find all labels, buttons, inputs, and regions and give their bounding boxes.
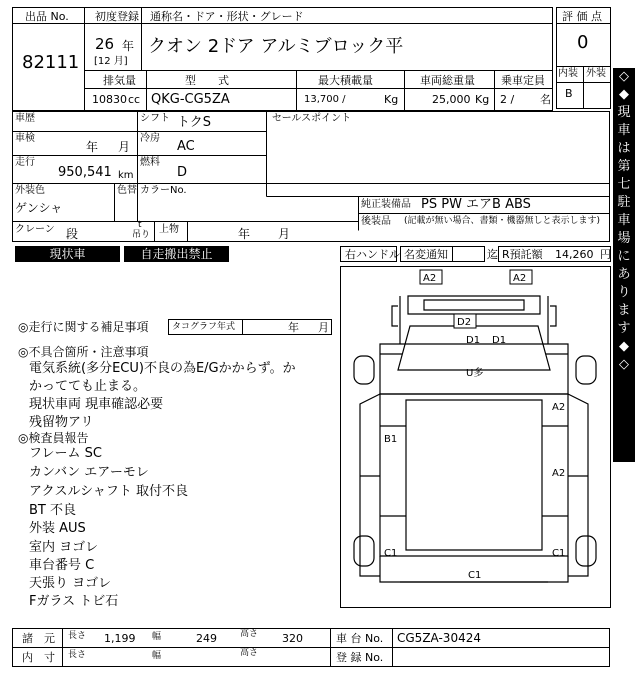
capacity-label: 乗車定員 [501, 74, 545, 87]
inspector-line: 車台番号 C [29, 558, 95, 573]
inspector-line: フレーム SC [29, 446, 102, 461]
max-load-unit: Kg [384, 93, 399, 106]
damage-mark: U多 [466, 368, 484, 379]
damage-mark: C1 [384, 548, 398, 559]
color-change-label: 色替 [117, 185, 137, 196]
recycle-deposit-unit: 円 [600, 248, 611, 261]
gross-weight-label: 車両総重量 [420, 74, 475, 87]
exterior-grade-label: 外装 [586, 68, 606, 79]
gross-weight-value: 25,000 [432, 93, 471, 106]
capacity-unit: 名 [540, 93, 551, 106]
damage-mark: A2 [552, 402, 566, 413]
interior-grade-label: 内装 [558, 68, 578, 79]
chassis-number-value: CG5ZA-30424 [397, 631, 481, 645]
damage-mark: C1 [552, 548, 566, 559]
recycle-deposit-label: R預託額 [502, 248, 543, 261]
equipment-value: PS PW エアB ABS [421, 197, 531, 212]
exterior-color-label: 外装色 [15, 185, 45, 196]
inspector-line: カンバン エアーモレ [29, 465, 149, 480]
displacement-label: 排気量 [103, 74, 136, 87]
defects-line: 現状車両 現車確認必要 [29, 397, 164, 412]
equipment-label: 純正装備品 [361, 199, 411, 210]
inspector-line: 外装 AUS [29, 521, 86, 536]
inner-dimensions-label: 内 寸 [22, 651, 55, 664]
damage-mark: D1 [466, 335, 481, 346]
height-label: 高さ [240, 629, 259, 639]
length-value: 1,199 [104, 632, 136, 645]
lot-number: 82111 [22, 52, 80, 73]
deadline-separator: 迄 [487, 248, 498, 261]
damage-mark: C1 [468, 570, 482, 581]
defects-line: かってても止まる。 [29, 379, 147, 394]
inspector-report-label: ◎検査員報告 [18, 431, 89, 445]
sales-point-label: セールスポイント [272, 113, 352, 124]
model-code-label: 型 式 [185, 74, 229, 87]
height-value: 320 [282, 632, 303, 645]
aftermarket-label: 後装品 [361, 216, 391, 227]
tachograph-year-unit: 年 [288, 321, 299, 334]
damage-mark: B1 [384, 434, 398, 445]
current-condition-badge: 現状車 [15, 246, 120, 262]
inspection-label: 車検 [15, 133, 35, 144]
model-name-label: 通称名・ドア・形状・グレード [150, 10, 304, 23]
inspector-line: 天張り ヨゴレ [29, 576, 112, 591]
self-drive-prohibited-badge: 自走搬出禁止 [124, 246, 229, 262]
aircon-label: 冷房 [140, 133, 160, 144]
lot-number-label: 出品 No. [25, 10, 69, 23]
upper-body-year-unit: 年 [238, 227, 251, 241]
driving-supplement-label: ◎走行に関する補足事項 [18, 320, 149, 334]
crane-label: クレーン [15, 224, 55, 235]
damage-mark: A2 [552, 468, 566, 479]
tachograph-month-unit: 月 [318, 321, 329, 334]
upper-body-month-unit: 月 [278, 227, 291, 241]
crane-ton-unit: t [138, 220, 142, 230]
mileage-unit: km [118, 170, 134, 181]
defects-line: 電気系統(多分ECU)不良の為E/Gかからず。か [29, 361, 296, 376]
chassis-number-label: 車 台 No. [336, 632, 384, 645]
shift-label: シフト [140, 113, 170, 124]
grade-value: 0 [577, 32, 589, 53]
vehicle-location-banner: ◇ ◆ 現 車 は 第 七 駐 車 場 に あ り ま す ◆ ◇ [613, 68, 635, 462]
defects-line: 残留物アリ [29, 415, 94, 430]
dimensions-label: 諸 元 [22, 632, 55, 645]
registration-month: [12 月] [94, 56, 128, 67]
gross-weight-unit: Kg [475, 93, 490, 106]
fuel-value: D [177, 165, 188, 180]
displacement-value: 10830 [92, 93, 127, 106]
displacement-unit: cc [128, 93, 141, 106]
inner-height-label: 高さ [240, 648, 259, 658]
interior-grade-value: B [565, 87, 573, 100]
inspection-month-unit: 月 [118, 140, 131, 154]
model-name: クオン 2ドア アルミブロック平 [148, 36, 404, 57]
model-code: QKG-CG5ZA [151, 92, 230, 107]
max-load-label: 最大積載量 [318, 74, 373, 87]
registration-year-unit: 年 [122, 39, 135, 53]
inspector-line: アクスルシャフト 取付不良 [29, 484, 189, 499]
inner-length-label: 長さ [68, 650, 87, 660]
max-load-value: 13,700 / [304, 94, 346, 105]
crane-hoist-label: 吊り [132, 230, 151, 240]
crane-stage-unit: 段 [66, 227, 79, 241]
upper-body-label: 上物 [159, 224, 179, 235]
damage-mark: A2 [423, 273, 437, 284]
damage-mark: A2 [513, 273, 527, 284]
inner-width-label: 幅 [152, 651, 162, 661]
length-label: 長さ [68, 631, 87, 641]
damage-mark: D1 [492, 335, 507, 346]
inspector-line: Fガラス トビ石 [29, 594, 119, 609]
tachograph-label: タコグラフ年式 [172, 322, 236, 332]
aircon-value: AC [177, 139, 195, 154]
aftermarket-note: (記載が無い場合、書類・機器無しと表示します) [404, 216, 601, 226]
name-change-label: 名変通知 [404, 248, 448, 261]
shift-value: トクS [177, 115, 211, 130]
inspector-line: BT 不良 [29, 503, 76, 518]
fuel-label: 燃料 [140, 157, 160, 168]
width-value: 249 [196, 632, 217, 645]
capacity-value: 2 / [500, 93, 515, 106]
mileage-label: 走行 [15, 157, 35, 168]
history-label: 車歴 [15, 113, 35, 124]
inspection-year-unit: 年 [86, 140, 99, 154]
mileage-value: 950,541 [58, 165, 112, 180]
exterior-color-value: ゲンシャ [15, 201, 63, 215]
registration-number-label: 登 録 No. [336, 651, 384, 664]
color-number-label: カラーNo. [140, 185, 187, 196]
registration-year: 26 [95, 35, 115, 53]
grade-label: 評 価 点 [562, 10, 602, 23]
damage-mark: D2 [457, 317, 472, 328]
defects-label: ◎不具合箇所・注意事項 [18, 345, 149, 359]
recycle-deposit-amount: 14,260 [555, 248, 594, 261]
width-label: 幅 [152, 632, 162, 642]
first-registration-label: 初度登録 [95, 10, 139, 23]
truck-damage-diagram [340, 266, 611, 608]
right-handle-label: 右ハンドル [345, 248, 400, 261]
inspector-line: 室内 ヨゴレ [29, 540, 99, 555]
